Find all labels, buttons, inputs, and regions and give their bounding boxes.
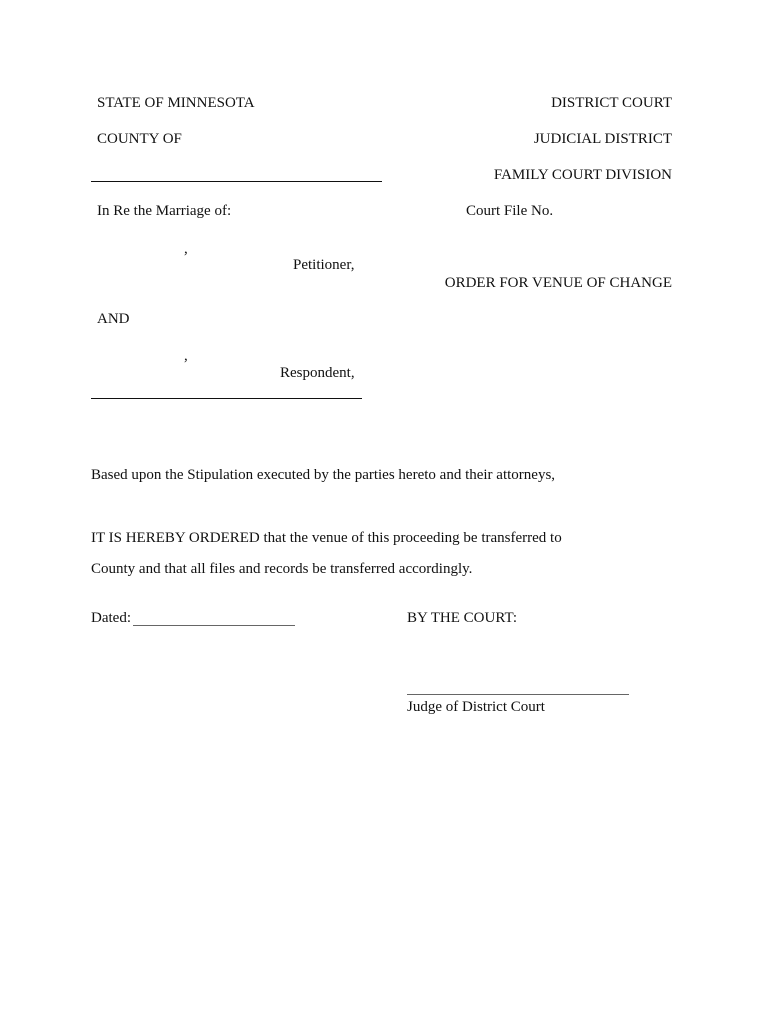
caption-divider-top bbox=[91, 181, 382, 182]
in-re-marriage-label: In Re the Marriage of: bbox=[97, 203, 232, 219]
district-court-label: DISTRICT COURT bbox=[551, 95, 672, 111]
judicial-district-label: JUDICIAL DISTRICT bbox=[533, 131, 672, 147]
document-title: ORDER FOR VENUE OF CHANGE bbox=[444, 275, 672, 291]
recital-paragraph: Based upon the Stipulation executed by the parties hereto and their attorneys, bbox=[91, 467, 556, 483]
respondent-name-comma: , bbox=[184, 348, 188, 364]
order-paragraph-line-1: IT IS HEREBY ORDERED that the venue of this proceeding be transferred to bbox=[91, 530, 562, 546]
respondent-label: Respondent, bbox=[280, 365, 355, 381]
court-file-number-label: Court File No. bbox=[466, 203, 554, 219]
petitioner-name-comma: , bbox=[184, 241, 188, 257]
state-label: STATE OF MINNESOTA bbox=[97, 95, 255, 111]
county-label: COUNTY OF bbox=[97, 131, 182, 147]
family-court-division-label: FAMILY COURT DIVISION bbox=[493, 167, 672, 183]
by-the-court-label: BY THE COURT: bbox=[407, 610, 518, 626]
judge-label: Judge of District Court bbox=[407, 699, 545, 715]
date-signature-line bbox=[133, 625, 295, 626]
caption-divider-bottom bbox=[91, 398, 362, 399]
petitioner-label: Petitioner, bbox=[293, 257, 355, 273]
judge-signature-line bbox=[407, 694, 629, 695]
and-label: AND bbox=[97, 311, 130, 327]
order-paragraph-line-2: County and that all files and records be transferred accordingly. bbox=[91, 561, 473, 577]
dated-label: Dated: bbox=[91, 610, 131, 626]
